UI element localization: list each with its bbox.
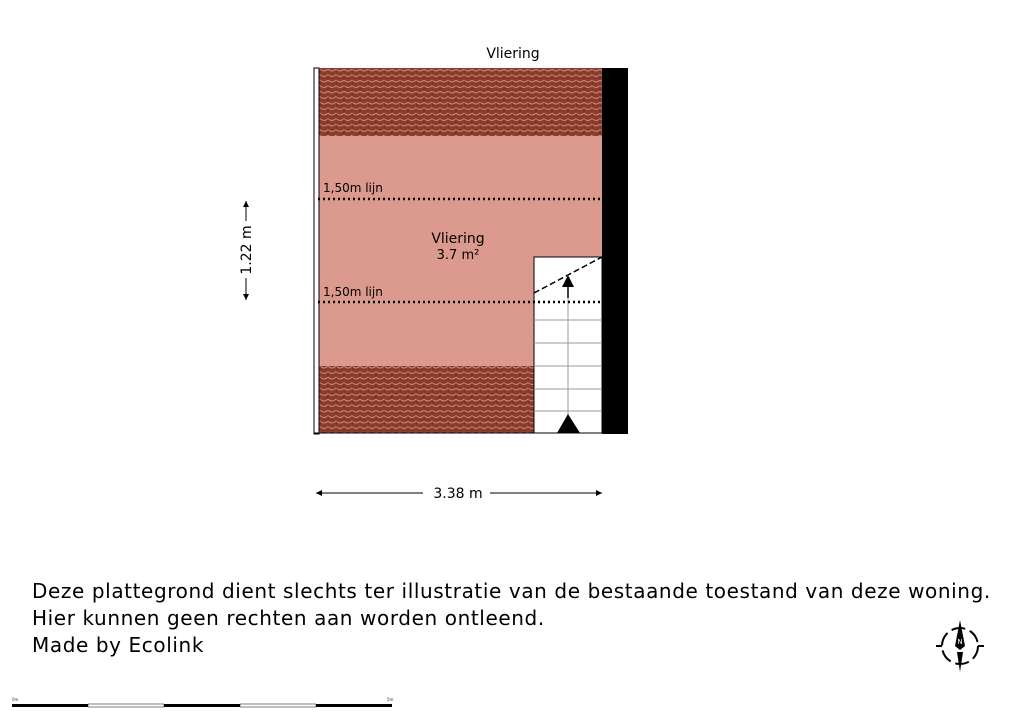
height-dimension-label: 1.22 m [239, 225, 255, 275]
height-line-lower-label: 1,50m lijn [323, 285, 383, 299]
scale-bar-end-label: 5m [387, 697, 394, 702]
scale-bar-start-label: 0m [12, 697, 19, 702]
disclaimer-line-3: Made by Ecolink [32, 633, 204, 657]
floor-title: Vliering [486, 46, 540, 62]
roof-tiles-bottom [318, 366, 534, 433]
roof-tiles-top [318, 68, 602, 136]
room-name: Vliering [431, 231, 485, 247]
right-wall [602, 68, 628, 434]
room-area-label: 3.7 m² [436, 248, 480, 263]
compass-north-label: N [957, 638, 963, 646]
disclaimer-line-1: Deze plattegrond dient slechts ter illustratie van de bestaande toestand van deze woning. [32, 579, 991, 603]
disclaimer-line-2: Hier kunnen geen rechten aan worden ontleend. [32, 606, 545, 630]
disclaimer [32, 578, 991, 659]
left-wall [314, 68, 319, 434]
scale-bar [12, 697, 394, 707]
width-dimension-label: 3.38 m [433, 486, 483, 502]
staircase [534, 257, 602, 433]
height-line-upper-label: 1,50m lijn [323, 181, 383, 195]
height-dimension [239, 201, 255, 300]
width-dimension [316, 486, 602, 502]
